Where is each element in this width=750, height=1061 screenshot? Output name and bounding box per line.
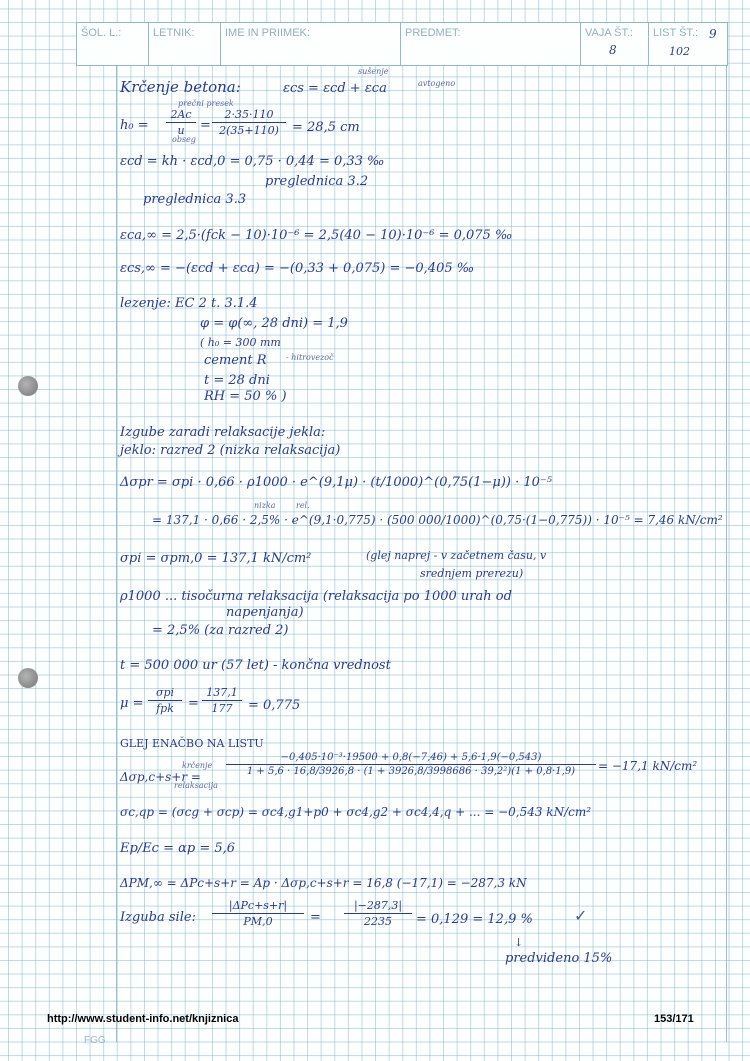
line-glej-enacbo: GLEJ ENAČBO NA LISTU (120, 737, 264, 750)
line-mu-label: μ = (120, 696, 144, 711)
line-napenjanja: napenjanja) (226, 605, 304, 620)
line-lezenje: lezenje: EC 2 t. 3.1.4 (120, 296, 258, 311)
header-ime (221, 23, 401, 65)
fraction-mu-num: σpi (155, 686, 175, 699)
fraction-mu-values (202, 686, 242, 715)
line-eca: εca,∞ = 2,5·(fck − 10)·10⁻⁶ = 2,5(40 − 10)·10⁻⁶ = 0,075 ‰ (120, 228, 513, 243)
header-vaja-label: VAJA ŠT.: (585, 27, 634, 39)
fraction-izguba-values-den: 2235 (364, 915, 392, 928)
fraction-mu (148, 686, 182, 715)
footer-link[interactable]: http://www.student-info.net/knjiznica (47, 1013, 239, 1025)
line-izguba-eq: = (310, 910, 321, 925)
header-predmet-label: PREDMET: (405, 27, 461, 39)
line-phi: φ = φ(∞, 28 dni) = 1,9 (200, 316, 348, 331)
note-nizka: nizka (254, 501, 276, 510)
line-rho-value: = 2,5% (za razred 2) (152, 623, 289, 638)
line-sigma-cqp: σc,qp = (σcg + σcp) = σc4,g1+p0 + σc4,g2 + σc4,4,q + ... = −0,543 kN/cm² (120, 805, 592, 819)
fraction-h0-values-den: 2(35+110) (219, 124, 279, 137)
header-ime-label: IME IN PRIIMEK: (225, 27, 310, 39)
line-ecs: εcs,∞ = −(εcd + εca) = −(0,33 + 0,075) = −0,405 ‰ (120, 261, 475, 276)
line-rh: RH = 50 % ) (204, 389, 287, 404)
line-delta-sigma-csr-label: Δσp,c+s+r = (120, 770, 201, 784)
header-sol (77, 23, 149, 65)
header-letnik-label: LETNIK: (153, 27, 195, 39)
line-predvideno: predvideno 15% (505, 951, 613, 966)
line-mu-eq: = (188, 696, 199, 711)
fraction-izguba-num: |ΔPc+s+r| (228, 899, 288, 912)
line-izgube-relaksacije: Izgube zaradi relaksacije jekla: (120, 425, 326, 440)
note-relaksacija: relaksacija (174, 781, 218, 790)
header-vaja (581, 23, 649, 65)
fraction-bar (202, 700, 242, 701)
line-h0-eq: = (200, 118, 211, 133)
right-margin-line (726, 22, 727, 1042)
line-jeklo-razred: jeklo: razred 2 (nizka relaksacija) (120, 443, 341, 458)
note-srednjem-prerezu: srednjem prerezu) (420, 567, 524, 580)
fraction-bar (344, 913, 412, 914)
fraction-csr-den: 1 + 5,6 · 16,8/3926,8 · (1 + 3926,8/3998686 · 39,2²)(1 + 0,8·1,9) (246, 766, 576, 777)
fraction-delta-sigma-csr (226, 752, 596, 777)
line-ecd: εcd = kh · εcd,0 = 0,75 · 0,44 = 0,33 ‰ (120, 154, 385, 169)
fraction-izguba-values-num: |−287,3| (353, 899, 403, 912)
fraction-izguba-den: PM,0 (243, 915, 273, 928)
header-list-value: 9 (709, 27, 717, 41)
header-sol-label: ŠOL. L.: (81, 27, 122, 39)
line-sigma-pi: σpi = σpm,0 = 137,1 kN/cm² (120, 551, 312, 566)
line-delta-sigma-csr-result: = −17,1 kN/cm² (598, 759, 698, 773)
line-cement: cement R (204, 353, 267, 368)
line-h0-label: h₀ = (120, 118, 149, 133)
line-izguba-sile-label: Izguba sile: (120, 910, 196, 925)
fraction-izguba-values (344, 899, 412, 928)
note-avtogeno: avtogeno (418, 79, 456, 88)
line-izguba-result: = 0,129 = 12,9 % (416, 912, 533, 927)
note-krcenje: krčenje (182, 761, 213, 770)
fraction-mu-values-num: 137,1 (206, 686, 238, 699)
fraction-izguba (212, 899, 304, 928)
fraction-bar (226, 764, 596, 765)
line-delta-sigma-values: = 137,1 · 0,66 · 2,5% · e^(9,1·0,775) · (500 000/1000)^(0,75·(1−0,775)) · 10⁻⁵ = 7,46 kN/cm² (152, 513, 723, 527)
header-list-label: LIST ŠT.: (653, 27, 699, 39)
line-delta-sigma-pr: Δσpr = σpi · 0,66 · ρ1000 · e^(9,1μ) · (t/1000)^(0,75(1−μ)) · 10⁻⁵ (120, 475, 553, 490)
footer-code: FGG (84, 1035, 106, 1046)
fraction-h0-den: u (177, 124, 185, 137)
note-susenje: sušenje (358, 67, 389, 76)
fraction-h0-values-num: 2·35·110 (224, 108, 274, 121)
line-preglednica-32: preglednica 3.2 (265, 174, 369, 189)
line-krcenje-title: Krčenje betona: (120, 78, 241, 96)
fraction-bar (212, 122, 286, 123)
punch-hole-top (18, 376, 38, 396)
note-hitrovezoc: - hitrovezoč (286, 353, 334, 362)
line-mu-result: = 0,775 (248, 698, 301, 713)
line-h0-mm: ( h₀ = 300 mm (200, 336, 281, 349)
note-rel: rel. (296, 501, 310, 510)
margin-line (116, 22, 117, 1042)
footer-page-number: 153/171 (654, 1013, 694, 1025)
fraction-h0 (166, 108, 196, 137)
line-rho1000: ρ1000 ... tisočurna relaksacija (relaksacija po 1000 urah od (120, 589, 512, 604)
line-delta-pm: ΔPM,∞ = ΔPc+s+r = Ap · Δσp,c+s+r = 16,8 (−17,1) = −287,3 kN (120, 876, 527, 890)
punch-hole-bottom (18, 668, 38, 688)
line-t-500000: t = 500 000 ur (57 let) - končna vrednost (120, 658, 391, 673)
line-krcenje-formula: εcs = εcd + εca (283, 81, 387, 96)
arrow-down-icon: ↓ (514, 936, 524, 949)
line-preglednica-33: preglednica 3.3 (143, 192, 247, 207)
fraction-h0-num: 2Ac (170, 108, 192, 121)
line-ep-ec: Ep/Ec = αp = 5,6 (120, 841, 236, 856)
fraction-h0-values (212, 108, 286, 137)
line-h0-result: = 28,5 cm (292, 120, 360, 135)
header-list (649, 23, 727, 65)
fraction-bar (148, 700, 182, 701)
fraction-bar (166, 122, 196, 123)
header-predmet (401, 23, 581, 65)
note-obseg: obseg (172, 135, 196, 144)
fraction-mu-values-den: 177 (211, 702, 233, 715)
line-t-28: t = 28 dni (204, 373, 270, 388)
header-table (76, 22, 728, 66)
fraction-mu-den: fpk (156, 702, 174, 715)
fraction-csr-num: −0,405·10⁻³·19500 + 0,8(−7,46) + 5,6·1,9(−0,543) (280, 752, 542, 763)
checkmark-icon: ✓ (574, 906, 588, 925)
note-precni-presek: prečni presek (178, 99, 234, 108)
header-list-sub: 102 (669, 45, 690, 58)
header-letnik (149, 23, 221, 65)
fraction-bar (212, 913, 304, 914)
header-vaja-value: 8 (609, 43, 617, 57)
note-glej-naprej: (glej naprej - v začetnem času, v (366, 549, 547, 562)
